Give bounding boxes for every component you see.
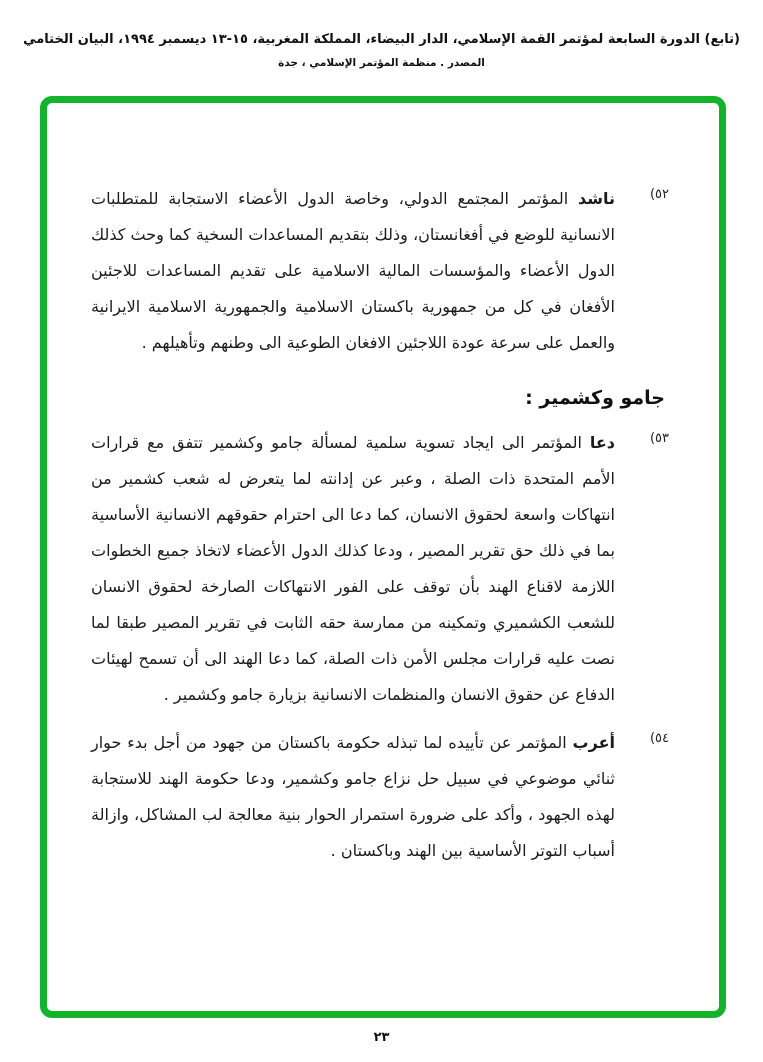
header-source: المصدر . منظمة المؤتمر الإسلامي ، جدة (278, 57, 485, 69)
document-frame (40, 96, 726, 1018)
paragraph-53-text (91, 425, 615, 713)
paragraph-52-text (91, 181, 615, 361)
paragraph-52 (91, 181, 669, 361)
paragraph-54-number (627, 725, 669, 869)
paragraph-52-number (627, 181, 669, 361)
paragraph-53-number (627, 425, 669, 713)
paragraph-52-lead-word: ناشد (578, 189, 615, 208)
paragraph-52-number-text: (٥٢ (649, 187, 669, 202)
paragraph-54-body: المؤتمر عن تأييده لما تبذله حكومة باكستان من جهود من أجل بدء حوار ثنائي موضوعي في سبيل حل نزاع جامو وكشمير، ودعا حكومة الهند للاستجابة لهذه الجهود ، وأكد على ضرورة استمرار الحوار بنية معالجة لب المشاكل، وازالة أسباب التوتر الأساسية بين الهند وباكستان . (91, 733, 615, 860)
document-header (0, 32, 763, 69)
header-title: (تابع) الدورة السابعة لمؤتمر القمة الإسلامي، الدار البيضاء، المملكة المغربية، ١٣‎-‎١٥ ديسمبر ١٩٩٤، البيان الختامي (23, 32, 740, 47)
paragraph-53-number-text: (٥٣ (649, 431, 669, 446)
paragraph-53 (91, 425, 669, 713)
paragraph-53-body: المؤتمر الى ايجاد تسوية سلمية لمسألة جامو وكشمير تتفق مع قرارات الأمم المتحدة ذات الصلة ، وعبر عن إدانته لما يتعرض له شعب كشمير من انتهاكات واسعة لحقوق الانسان، كما دعا الى احترام حقوقهم الانسانية الأساسية بما في ذلك حق تقرير المصير ، ودعا كذلك الدول الأعضاء لاتخاذ جميع الخطوات اللازمة لاقناع الهند بأن توقف على الفور الانتهاكات الصارخة لحقوق الانسان للشعب الكشميري وتمكينه من ممارسة حقه الثابت في تقرير المصير طبقا لما نصت عليه قرارات مجلس الأمن ذات الصلة، كما دعا الهند الى أن تسمح لهيئات الدفاع عن حقوق الانسان والمنظمات الانسانية بزيارة جامو وكشمير . (91, 433, 615, 704)
paragraph-54-number-text: (٥٤ (649, 731, 669, 746)
paragraph-52-body: المؤتمر المجتمع الدولي، وخاصة الدول الأعضاء الاستجابة للمتطلبات الانسانية للوضع في أفغانستان، وذلك بتقديم المساعدات السخية كما وحث كذلك الدول الأعضاء والمؤسسات المالية الاسلامية على تقديم المساعدات للاجئين الأفغان في كل من جمهورية باكستان الاسلامية والجمهورية الاسلامية الايرانية والعمل على سرعة عودة اللاجئين الافغان الطوعية الى وطنهم وتأهيلهم . (91, 189, 615, 352)
paragraph-53-lead-word: دعا (589, 433, 615, 452)
page-number: ٢٣ (373, 1030, 390, 1045)
paragraph-54 (91, 725, 669, 869)
section-heading-jammu-kashmir: جامو وكشمير : (525, 387, 665, 409)
paragraph-54-text (91, 725, 615, 869)
document-content (47, 103, 719, 869)
paragraph-54-lead-word: أعرب (572, 733, 615, 752)
